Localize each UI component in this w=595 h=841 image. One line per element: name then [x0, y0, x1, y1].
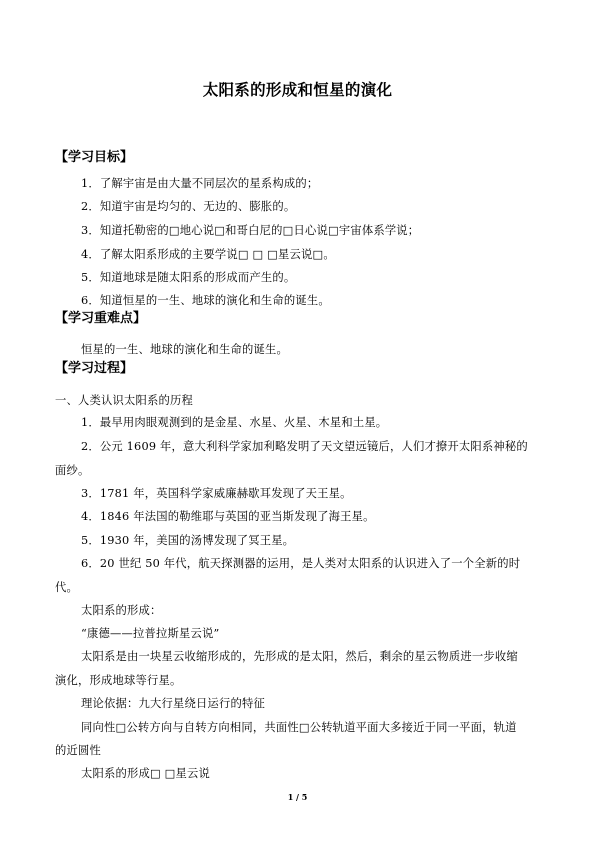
key-points-text: 恒星的一生、地球的演化和生命的诞生。: [81, 343, 288, 356]
process-item-3: 3．1781 年，英国科学家威廉赫歇耳发现了天王星。: [81, 487, 352, 500]
process-item-5: 5．1930 年，美国的汤博发现了冥王星。: [81, 534, 295, 547]
process-item-1: 1．最早用肉眼观测到的是金星、水星、火星、木星和土星。: [81, 416, 388, 429]
goal-item-1: 1．了解宇宙是由大量不同层次的星系构成的；: [81, 177, 319, 190]
theory-basis: 理论依据：九大行星绕日运行的特征: [81, 697, 265, 710]
page-title: 太阳系的形成和恒星的演化: [202, 81, 393, 99]
process-heading: 【学习过程】: [55, 361, 134, 376]
goal-item-3: 3．知道托勒密的□地心说□和哥白尼的□日心说□宇宙体系学说；: [81, 224, 420, 237]
process-item-6-cont: 代。: [55, 581, 78, 594]
page-number: 1 / 5: [287, 792, 308, 802]
goals-heading: 【学习目标】: [55, 150, 134, 165]
last-line: 太阳系的形成□ □星云说: [81, 767, 211, 780]
process-subheading: 一、人类认识太阳系的历程: [55, 394, 193, 407]
goal-item-5: 5．知道地球是随太阳系的形成而产生的。: [81, 271, 296, 284]
goal-item-6: 6．知道恒星的一生、地球的演化和生命的诞生。: [81, 294, 330, 307]
process-item-2-cont: 面纱。: [55, 464, 90, 477]
feature-text-1: 同向性□公转方向与自转方向相同，共面性□公转轨道平面大多接近于同一平面，轨道: [81, 721, 517, 734]
formation-text-2: 演化，形成地球等行星。: [55, 674, 182, 687]
formation-label: 太阳系的形成：: [81, 604, 162, 617]
theory-name: “康德——拉普拉斯星云说”: [81, 627, 220, 640]
process-item-4: 4．1846 年法国的勒维耶与英国的亚当斯发现了海王星。: [81, 510, 375, 523]
formation-text-1: 太阳系是由一块星云收缩形成的，先形成的是太阳，然后，剩余的星云物质进一步收缩: [81, 650, 518, 663]
process-item-2: 2．公元 1609 年，意大利科学家加利略发明了天文望远镜后，人们才撩开太阳系神秘的: [81, 440, 528, 453]
feature-text-2: 的近圆性: [55, 744, 101, 757]
goal-item-4: 4．了解太阳系形成的主要学说□ □ □星云说□。: [81, 248, 335, 261]
process-item-6: 6．20 世纪 50 年代，航天探测器的运用，是人类对太阳系的认识进入了一个全新的时: [81, 557, 521, 570]
goal-item-2: 2．知道宇宙是均匀的、无边的、膨胀的。: [81, 200, 296, 213]
key-points-heading: 【学习重难点】: [55, 311, 147, 326]
